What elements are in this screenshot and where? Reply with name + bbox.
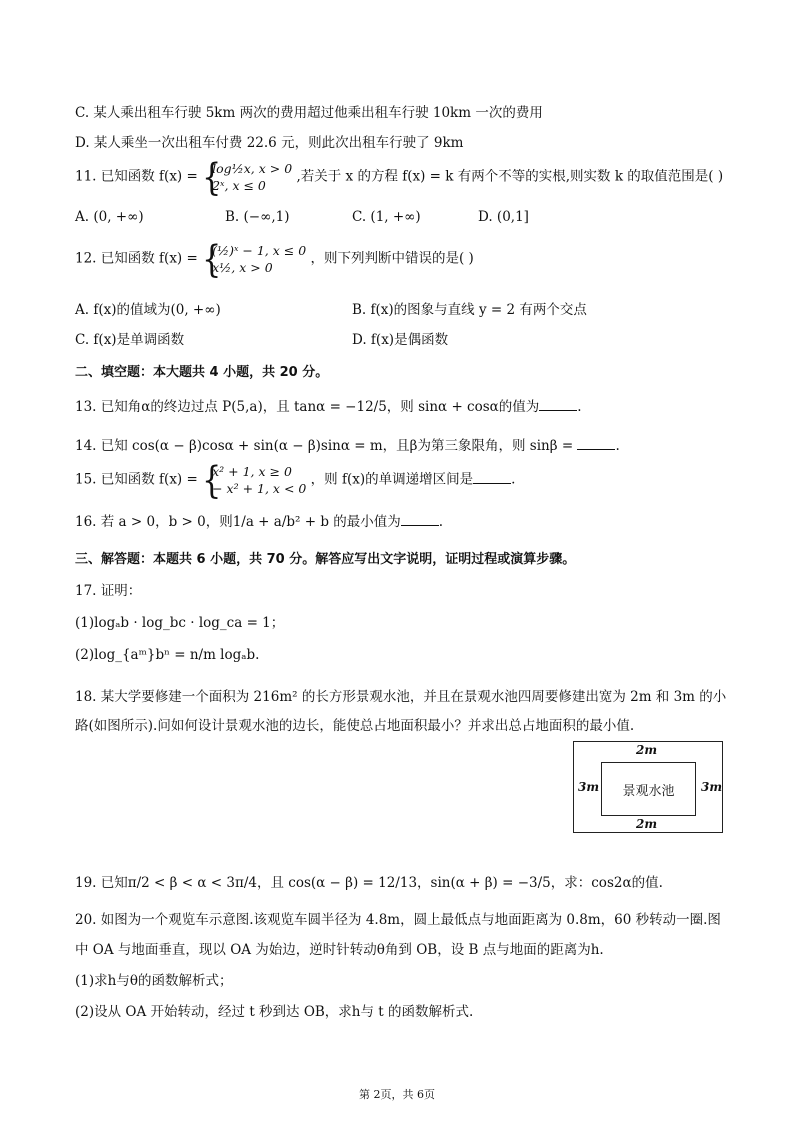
- question-12: [75, 238, 474, 282]
- answer-blank[interactable]: [473, 471, 511, 484]
- brace-icon: {: [202, 156, 222, 200]
- q20-line-2: 中 OA 与地面垂直，现以 OA 为始边，逆时针转动θ角到 OB，设 B 点与地面的距离为h.: [75, 942, 604, 958]
- question-13: [75, 398, 582, 416]
- q11-option-c: C. (1, +∞): [352, 209, 421, 225]
- q16-end: .: [438, 514, 444, 530]
- q15-end: .: [511, 471, 516, 488]
- question-16: [75, 513, 443, 531]
- answer-blank[interactable]: [539, 398, 577, 411]
- q12-piecewise: [202, 238, 307, 282]
- q13-text: 13. 已知角α的终边过点 P(5,a)，且 tanα = −12/5，则 sinα + cosα的值为: [75, 399, 540, 415]
- brace-icon: {: [202, 459, 222, 503]
- q11-case-2: 2ˣ, x ≤ 0: [212, 178, 266, 193]
- q11-option-a: A. (0, +∞): [75, 209, 144, 225]
- q12-prefix: 12. 已知函数 f(x) =: [75, 250, 198, 267]
- top-width-label: 2m: [636, 743, 658, 757]
- q11-case-1: log½x, x > 0: [212, 161, 293, 176]
- q12-case-2: x½, x > 0: [212, 260, 273, 275]
- brace-icon: {: [202, 238, 222, 282]
- q12-option-c: C. f(x)是单调函数: [75, 332, 185, 348]
- section-3-heading: 三、解答题：本题共 6 小题，共 70 分。解答应写出文字说明，证明过程或演算步骤。: [75, 552, 576, 567]
- question-15: [75, 459, 516, 503]
- bottom-width-label: 2m: [636, 817, 658, 831]
- q12-option-a: A. f(x)的值域为(0, +∞): [75, 302, 221, 318]
- q14-text: 14. 已知 cos(α − β)cosα + sin(α − β)sinα = m，且β为第三象限角，则 sinβ =: [75, 438, 574, 454]
- page-footer: 第 2页，共 6页: [359, 1088, 435, 1101]
- q12-option-d: D. f(x)是偶函数: [352, 332, 449, 348]
- q17-part-1: (1)logₐb · log_bc · log_ca = 1；: [75, 615, 285, 631]
- q12-case-1: (½)ˣ − 1, x ≤ 0: [212, 243, 307, 258]
- answer-blank[interactable]: [577, 437, 615, 450]
- section-2-heading: 二、填空题：本大题共 4 小题，共 20 分。: [75, 365, 329, 380]
- q11-option-d: D. (0,1]: [478, 209, 529, 225]
- q15-case-1: x² + 1, x ≥ 0: [212, 464, 292, 479]
- left-width-label: 3m: [578, 780, 600, 794]
- q14-end: .: [615, 438, 620, 454]
- question-11: [75, 156, 724, 200]
- q15-piecewise: [202, 459, 307, 503]
- q12-suffix: ，则下列判断中错误的是( ): [310, 250, 474, 267]
- q10-option-d: D. 某人乘坐一次出租车付费 22.6 元，则此次出租车行驶了 9km: [75, 135, 464, 151]
- q11-piecewise: [202, 156, 293, 200]
- q11-prefix: 11. 已知函数 f(x) =: [75, 168, 198, 185]
- right-width-label: 3m: [701, 780, 723, 794]
- pool-box: [601, 762, 696, 816]
- q13-end: .: [577, 399, 582, 415]
- q17-title: 17. 证明：: [75, 583, 142, 599]
- q16-text: 16. 若 a > 0，b > 0，则1/a + a/b² + b 的最小值为: [75, 514, 401, 530]
- pool-label: 景观水池: [622, 783, 675, 799]
- q17-part-2: (2)log_{aᵐ}bⁿ = n/m logₐb.: [75, 647, 260, 663]
- question-14: [75, 437, 620, 455]
- pool-diagram: [573, 741, 723, 833]
- q18-line-2: 路(如图所示).问如何设计景观水池的边长，能使总占地面积最小？并求出总占地面积的最小值.: [75, 718, 635, 734]
- q12-option-b: B. f(x)的图象与直线 y = 2 有两个交点: [352, 302, 587, 318]
- q11-suffix: ,若关于 x 的方程 f(x) = k 有两个不等的实根,则实数 k 的取值范围是( ): [296, 168, 724, 185]
- q20-part-2: (2)设从 OA 开始转动，经过 t 秒到达 OB，求h与 t 的函数解析式.: [75, 1004, 474, 1020]
- q15-case-2: − x² + 1, x < 0: [212, 481, 307, 496]
- q10-option-c: C. 某人乘出租车行驶 5km 两次的费用超过他乘出租车行驶 10km 一次的费用: [75, 105, 543, 121]
- q15-suffix: ，则 f(x)的单调递增区间是: [310, 471, 474, 488]
- q20-part-1: (1)求h与θ的函数解析式；: [75, 973, 233, 989]
- q18-line-1: 18. 某大学要修建一个面积为 216m² 的长方形景观水池，并且在景观水池四周要修建出宽为 2m 和 3m 的小: [75, 689, 727, 705]
- q11-option-b: B. (−∞,1): [225, 209, 290, 225]
- answer-blank[interactable]: [401, 513, 439, 526]
- q15-prefix: 15. 已知函数 f(x) =: [75, 471, 198, 488]
- q20-line-1: 20. 如图为一个观览车示意图.该观览车圆半径为 4.8m，圆上最低点与地面距离为 0.8m，60 秒转动一圈.图: [75, 912, 721, 928]
- question-19: 19. 已知π/2 < β < α < 3π/4，且 cos(α − β) = 12/13，sin(α + β) = −3/5，求：cos2α的值.: [75, 875, 663, 891]
